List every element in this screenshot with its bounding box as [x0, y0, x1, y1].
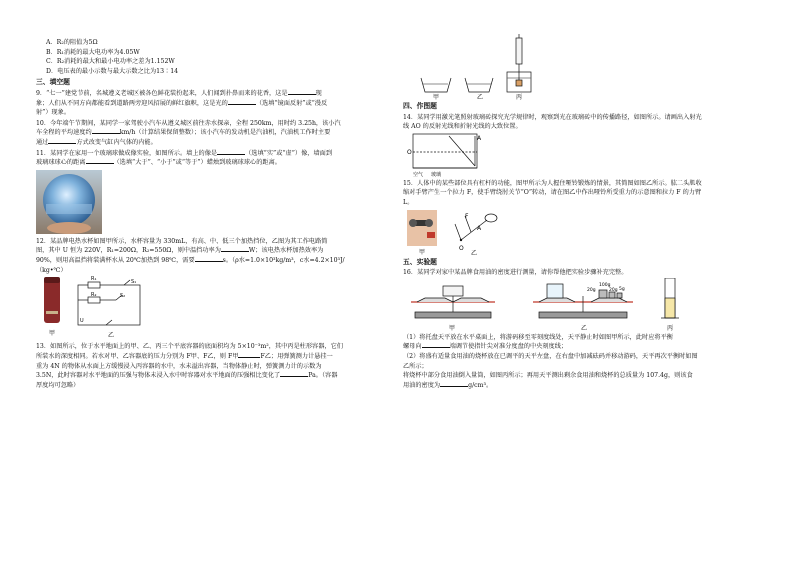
option-b: B．R₁消耗的最大电功率为4.05W [46, 48, 140, 56]
svg-text:丙: 丙 [667, 324, 674, 332]
svg-text:玻璃: 玻璃 [431, 171, 442, 178]
svg-text:S₁: S₁ [131, 279, 137, 286]
balance-yi [533, 284, 633, 318]
question-14: 14．某同学用激光笔照射玻璃砖探究光学规律时，观察到光在玻璃砖中的传播路径，如图所示。请画出入射光 线 AO 的反射光线和折射光线的大致位置。 [403, 113, 702, 131]
question-12: 12．某品牌电热水杯如图甲所示，水杯容量为 330mL，有高、中、低三个加热挡位，乙图为其工作电路简 图，其中 U 恒为 220V，R₁=200Ω，R₂=550Ω，则中温挡功率为 W；该电热水杯加热效率为 90%，则用高温挡将装满杯水从 20℃加热到 98℃，需要 s。（ρ水=1.0×10³kg/m³，c水=4.2×10³J/ （kg•℃） [36, 237, 345, 274]
question-13: 13．如图所示，位于水平地面上的甲、乙、丙三个平底容器的底面积均为 5×10⁻³m²，其中丙是柱形容器，它们 所装水的深度相同。若水对甲、乙容器底的压力分别为 F甲、F乙，则 F甲 F乙；用弹簧测力计悬挂一 重为 4N 的物体从水面上方缓慢浸入丙容器的水中，水未溢出容器，当物体静止时，弹簧测力计的示数为 3.5N，此时容器对水平地面的压强与物体未浸入水中时容器对水平地面的压强相比变化了 Pa。（容器 厚度均可忽略） [36, 343, 343, 389]
svg-text:乙: 乙 [581, 324, 588, 332]
svg-text:A: A [477, 134, 482, 142]
fig-label-yi: 乙 [108, 332, 115, 340]
svg-text:甲: 甲 [419, 248, 426, 256]
svg-text:R₁: R₁ [91, 276, 97, 283]
svg-text:R₂: R₂ [91, 292, 97, 299]
svg-text:20g: 20g [587, 287, 596, 293]
question-10: 10．今年端午节期间，某同学一家驾驶小汽车从遵义城区前往赤水探亲，全程 250km，用时约 3.25h，该小汽 车全程的平均速度约 km/h（计算结果保留整数）；该小汽车的发动机是汽油机，汽油机工作时主要 通过 方式改变气缸内气体的内能。 [36, 119, 341, 147]
thermos-cup-icon [44, 277, 60, 323]
option-d: D．电压表的最小示数与最大示数之比为13∶14 [46, 67, 179, 75]
svg-text:O: O [407, 148, 412, 156]
fig-label-jia: 甲 [49, 330, 56, 338]
option-a: A．R₂的阻值为5Ω [46, 39, 98, 46]
q15-figure [403, 208, 755, 256]
container-yi [465, 78, 493, 92]
answer-blank-16a[interactable] [422, 342, 450, 348]
containers-figure [403, 34, 755, 100]
right-column [403, 34, 755, 390]
answer-blank-10b[interactable] [48, 138, 76, 144]
arm-photo [407, 210, 437, 246]
answer-blank-10a[interactable] [92, 128, 120, 134]
left-column [36, 38, 386, 390]
circuit-diagram [78, 280, 140, 325]
q14-figure [403, 132, 755, 178]
svg-text:5g: 5g [619, 286, 625, 292]
answer-blank-11b[interactable] [86, 158, 114, 164]
answer-blank-13b[interactable] [280, 371, 308, 377]
section3-title: 三、填空题 [36, 78, 70, 87]
svg-text:乙: 乙 [471, 249, 478, 256]
svg-text:丙: 丙 [516, 94, 523, 100]
svg-text:甲: 甲 [433, 94, 440, 100]
answer-blank-11a[interactable] [217, 149, 245, 155]
svg-text:F: F [465, 212, 469, 220]
svg-text:空气: 空气 [413, 171, 424, 178]
section4-title: 四、作图题 [403, 102, 437, 110]
crystal-ball-photo [36, 170, 386, 236]
measuring-cylinder [661, 278, 679, 318]
svg-text:乙: 乙 [477, 94, 484, 100]
answer-blank-13a[interactable] [238, 352, 260, 358]
spring-scale-icon [516, 38, 522, 64]
answer-blank-9a[interactable] [288, 89, 316, 95]
option-c: C．R₂消耗的最大和最小电功率之差为1.152W [46, 58, 175, 66]
svg-text:A: A [477, 224, 482, 232]
answer-blank-12b[interactable] [195, 256, 223, 262]
balance-jia [411, 286, 495, 318]
answer-blank-9b[interactable] [228, 99, 256, 105]
question-9: 9．“七一”建党节前，名城遵义老城区被各色鲜花装扮起来，人们闻到扑鼻而来的花香，这是 现 象；人们从不同方向都能看到道路两旁迎风招展的鲜红旗帜，这是光的 （选填“镜面反射”或“漫反 射”）现象。 [36, 89, 328, 117]
question-15: 15．人体中的某些部位具有杠杆的功能，图甲所示为人握住哑铃锻炼的情景，其简图如图乙所示。肱二头肌收 缩对手臂产生一个拉力 F，使手臂绕肘关节“O”转动，请在图乙中作出哑铃所受重力的示意图和拉力 F 的力臂 L。 [403, 179, 702, 206]
section5-title: 五、实验题 [403, 257, 437, 266]
q16-figure [403, 278, 755, 332]
question-11: 11．某同学在家用一个玻璃球做成像实验，如图所示。墙上的像是 （选填“实”或“虚”）像，墙面到 玻璃球球心的距离 （选填“大于”、“小于”或“等于”）蜡烛到玻璃球球心的距离。 [36, 149, 333, 167]
svg-text:U: U [80, 318, 84, 325]
svg-text:100g: 100g [599, 282, 611, 288]
svg-text:S₂: S₂ [120, 293, 126, 300]
container-jia [421, 78, 451, 92]
answer-blank-16b[interactable] [440, 381, 468, 387]
q12-figure [36, 275, 386, 341]
svg-text:O: O [459, 244, 464, 252]
question-16-steps: （1）将托盘天平放在水平桌面上，将游码移至零刻度线处，天平静止时如图甲所示，此时应将平衡 螺母向 端调节使指针尖对准分度盘的中央刻度线； （2）将盛有适量食用油的烧杯放在已调平的天平左盘，在右盘中加减砝码并移动游码，天平再次平衡时如图 乙所示； 将烧杯中部分食用油倒入量筒，如图丙所示；再用天平测出剩余食用油和烧杯的总质量为 107.4g，则该食 用油的密度为 g/cm³。 [403, 333, 698, 389]
question-16: 16．某同学对家中某品牌食用油的密度进行测量，请你帮他把实验步骤补充完整。 [403, 269, 628, 277]
svg-text:甲: 甲 [449, 324, 456, 332]
lever-diagram [455, 214, 497, 240]
svg-text:20g: 20g [609, 287, 618, 293]
answer-blank-12a[interactable] [221, 246, 249, 252]
